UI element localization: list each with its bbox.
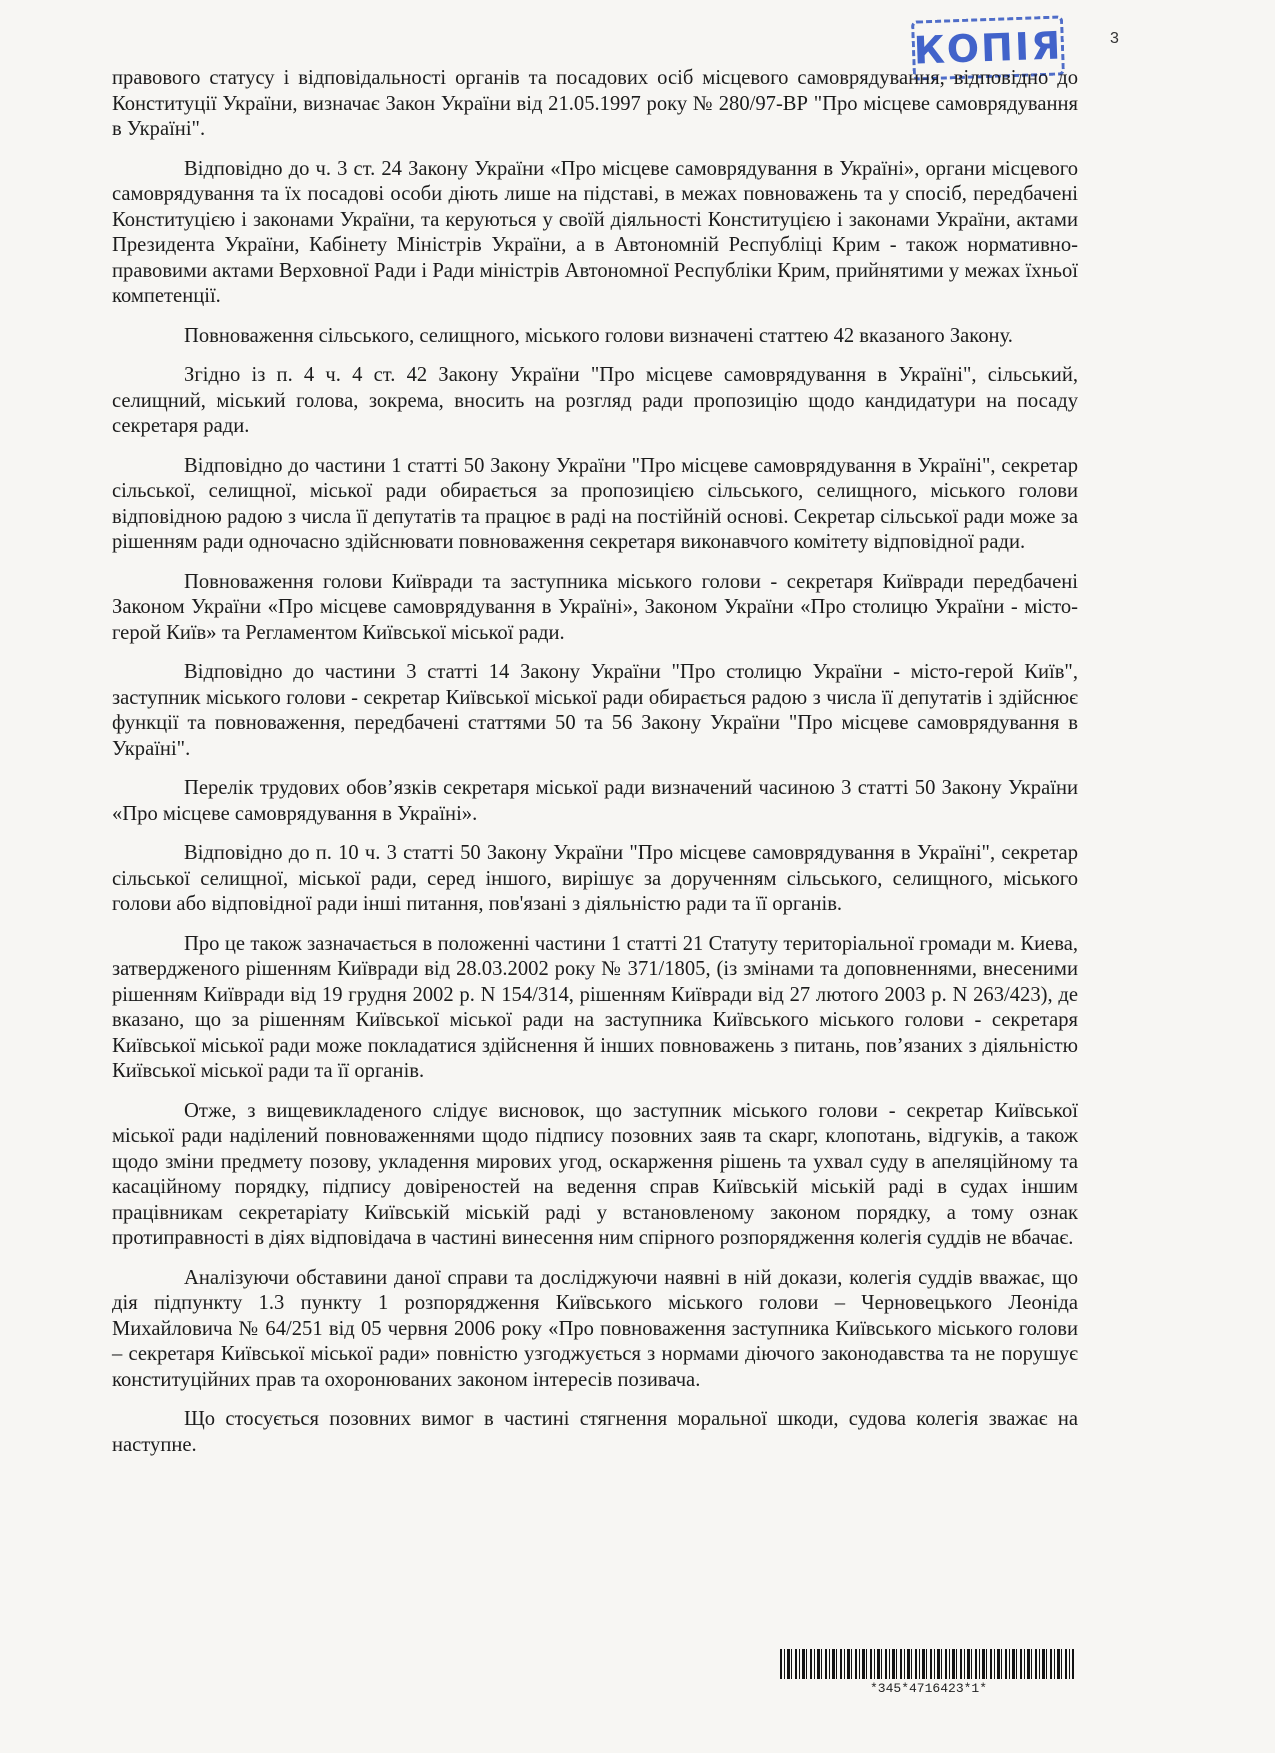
paragraph: Перелік трудових обов’язків секретаря міської ради визначений часиною 3 статті 50 Закону України «Про місцеве самоврядування в Україні». xyxy=(112,777,1078,825)
paragraph: Відповідно до п. 10 ч. 3 статті 50 Закону України "Про місцеве самоврядування в Україні", секретар сільської селищної, міської ради, серед іншого, вирішує за дорученням сільського, селищного, міського голови або відповідної ради інші питання, пов'язані з діяльністю ради та її органів. xyxy=(112,842,1078,915)
paragraph: Повноваження голови Київради та заступника міського голови - секретаря Київради передбачені Законом України «Про місцеве самоврядування в Україні», Законом України «Про столицю України - місто-герой Київ» та Регламентом Київської міської ради. xyxy=(112,570,1078,644)
paragraph: Що стосується позовних вимог в частині стягнення моральної шкоди, судова колегія зважає на наступне. xyxy=(112,1408,1078,1456)
paragraph: Згідно із п. 4 ч. 4 ст. 42 Закону України "Про місцеве самоврядування в Україні", сільський, селищний, міський голова, зокрема, вносить на розгляд ради пропозицію щодо кандидатури на посаду секретаря ради. xyxy=(112,364,1078,437)
paragraph: Повноваження сільського, селищного, міського голови визначені статтею 42 вказаного Закону. xyxy=(184,324,1013,347)
paragraph: Отже, з вищевикладеного слідує висновок, що заступник міського голови - секретар Київської міської ради наділений повноваженнями щодо підпису позовних заяв та скарг, клопотань, відгуків, а також щодо зміни предмету позову, укладення мирових угод, оскарження рішень та ухвал суду в апеляційному та касаційному порядку, підпису довіреностей на ведення справ Київській міській раді в судах іншим працівникам секретаріату Київській міській раді у встановленому законом порядку, а тому ознак протиправності в діях відповідача в частині винесення ним спірного розпорядження колегія суддів не вбачає. xyxy=(112,1099,1078,1249)
barcode-text: *345*4716423*1* xyxy=(870,1681,988,1696)
page-number: 3 xyxy=(1110,30,1119,47)
paragraph: правового статусу і відповідальності органів та посадових осіб місцевого самоврядування, відповідно до Конституції України, визначає Закон України від 21.05.1997 року № 280/97-ВР "Про місцеве самоврядування в Україні". xyxy=(112,67,1078,140)
paragraph: Про це також зазначається в положенні частини 1 статті 21 Статуту територіальної громади м. Киева, затвердженого рішенням Київради від 28.03.2002 року № 371/1805, (із змінами та доповненнями, внесеними рішенням Київради від 19 грудня 2002 р. N 154/314, рішенням Київради від 27 лютого 2003 р. N 263/423), де вказано, що за рішенням Київської міської ради на заступника Київського міського голови - секретаря Київської міської ради може покладатися здійснення й інших повноважень з питань, пов’язаних з діяльністю Київської міської ради та її органів. xyxy=(112,932,1078,1082)
copy-stamp: КОПІЯ xyxy=(911,15,1065,80)
paragraph: Аналізуючи обставини даної справи та досліджуючи наявні в ній докази, колегія суддів вважає, що дія підпункту 1.3 пункту 1 розпорядження Київського міського голови – Черновецького Леоніда Михайловича № 64/251 від 05 червня 2006 року «Про повноваження заступника Київського міського голови – секретаря Київської міської ради» повністю узгоджується з нормами діючого законодавства та не порушує конституційних прав та охоронюваних законом інтересів позивача. xyxy=(112,1266,1078,1391)
paragraph: Відповідно до частини 1 статті 50 Закону України "Про місцеве самоврядування в Україні", секретар сільської, селищної, міської ради обирається за пропозицією сільського, селищного, міського голови відповідною радою з числа її депутатів та працює в раді на постійній основі. Секретар сільської ради може за рішенням ради одночасно здійснювати повноваження секретаря виконавчого комітету відповідної ради. xyxy=(112,454,1078,553)
paragraph: Відповідно до частини 3 статті 14 Закону України "Про столицю України - місто-герой Київ", заступник міського голови - секретар Київської міської ради обирається радою з числа її депутатів і здійснює функції та повноваження, передбачені статтями 50 та 56 Закону України "Про місцеве самоврядування в Україні". xyxy=(112,661,1078,760)
paragraph: Відповідно до ч. 3 ст. 24 Закону України «Про місцеве самоврядування в Україні», органи місцевого самоврядування та їх посадові особи діють лише на підставі, в межах повноважень та у спосіб, передбачені Конституцією і законами України, та керуються у своїй діяльності Конституцією і законами України, актами Президента України, Кабінету Міністрів України, а в Автономній Республіці Крим - також нормативно-правовими актами Верховної Ради і Ради міністрів Автономної Республіки Крим, прийнятими у межах їхньої компетенції. xyxy=(112,157,1078,307)
document-body xyxy=(112,66,1078,1472)
barcode xyxy=(780,1649,1074,1679)
